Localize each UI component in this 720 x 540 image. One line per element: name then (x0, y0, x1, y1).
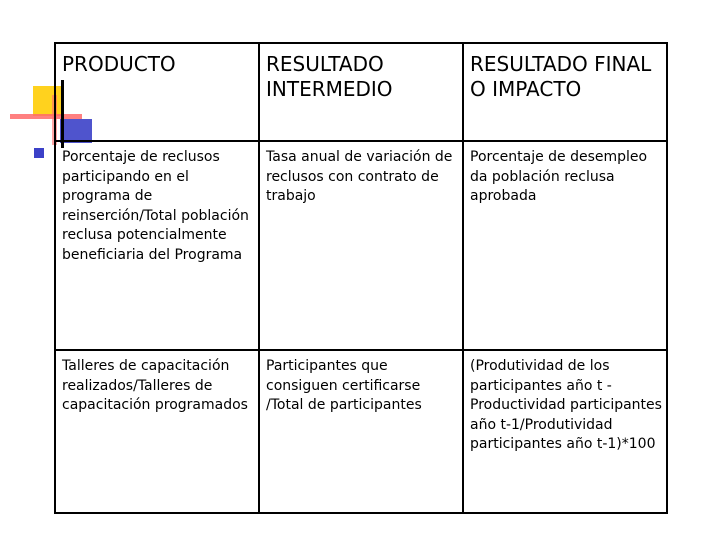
table-cell: (Produtividad de los participantes año t - Productividad participantes año t-1/Produtividad participantes año t-1)*100 (463, 350, 667, 513)
table-row (55, 141, 667, 350)
table-header-row (55, 43, 667, 141)
table-cell: Talleres de capacitación realizados/Talleres de capacitación programados (55, 350, 259, 513)
table-cell: Porcentaje de reclusos participando en el programa de reinserción/Total población reclusa potencialmente beneficiaria del Programa (55, 141, 259, 350)
header-resultado-intermedio: RESULTADO INTERMEDIO (259, 43, 463, 141)
table-cell: Porcentaje de desempleo da población reclusa aprobada (463, 141, 667, 350)
table-cell: Participantes que consiguen certificarse /Total de participantes (259, 350, 463, 513)
indicators-table (54, 42, 668, 514)
bullet-square (34, 148, 44, 158)
table-cell: Tasa anual de variación de reclusos con contrato de trabajo (259, 141, 463, 350)
header-resultado-final: RESULTADO FINAL O IMPACTO (463, 43, 667, 141)
table-row (55, 350, 667, 513)
header-producto: PRODUCTO (55, 43, 259, 141)
